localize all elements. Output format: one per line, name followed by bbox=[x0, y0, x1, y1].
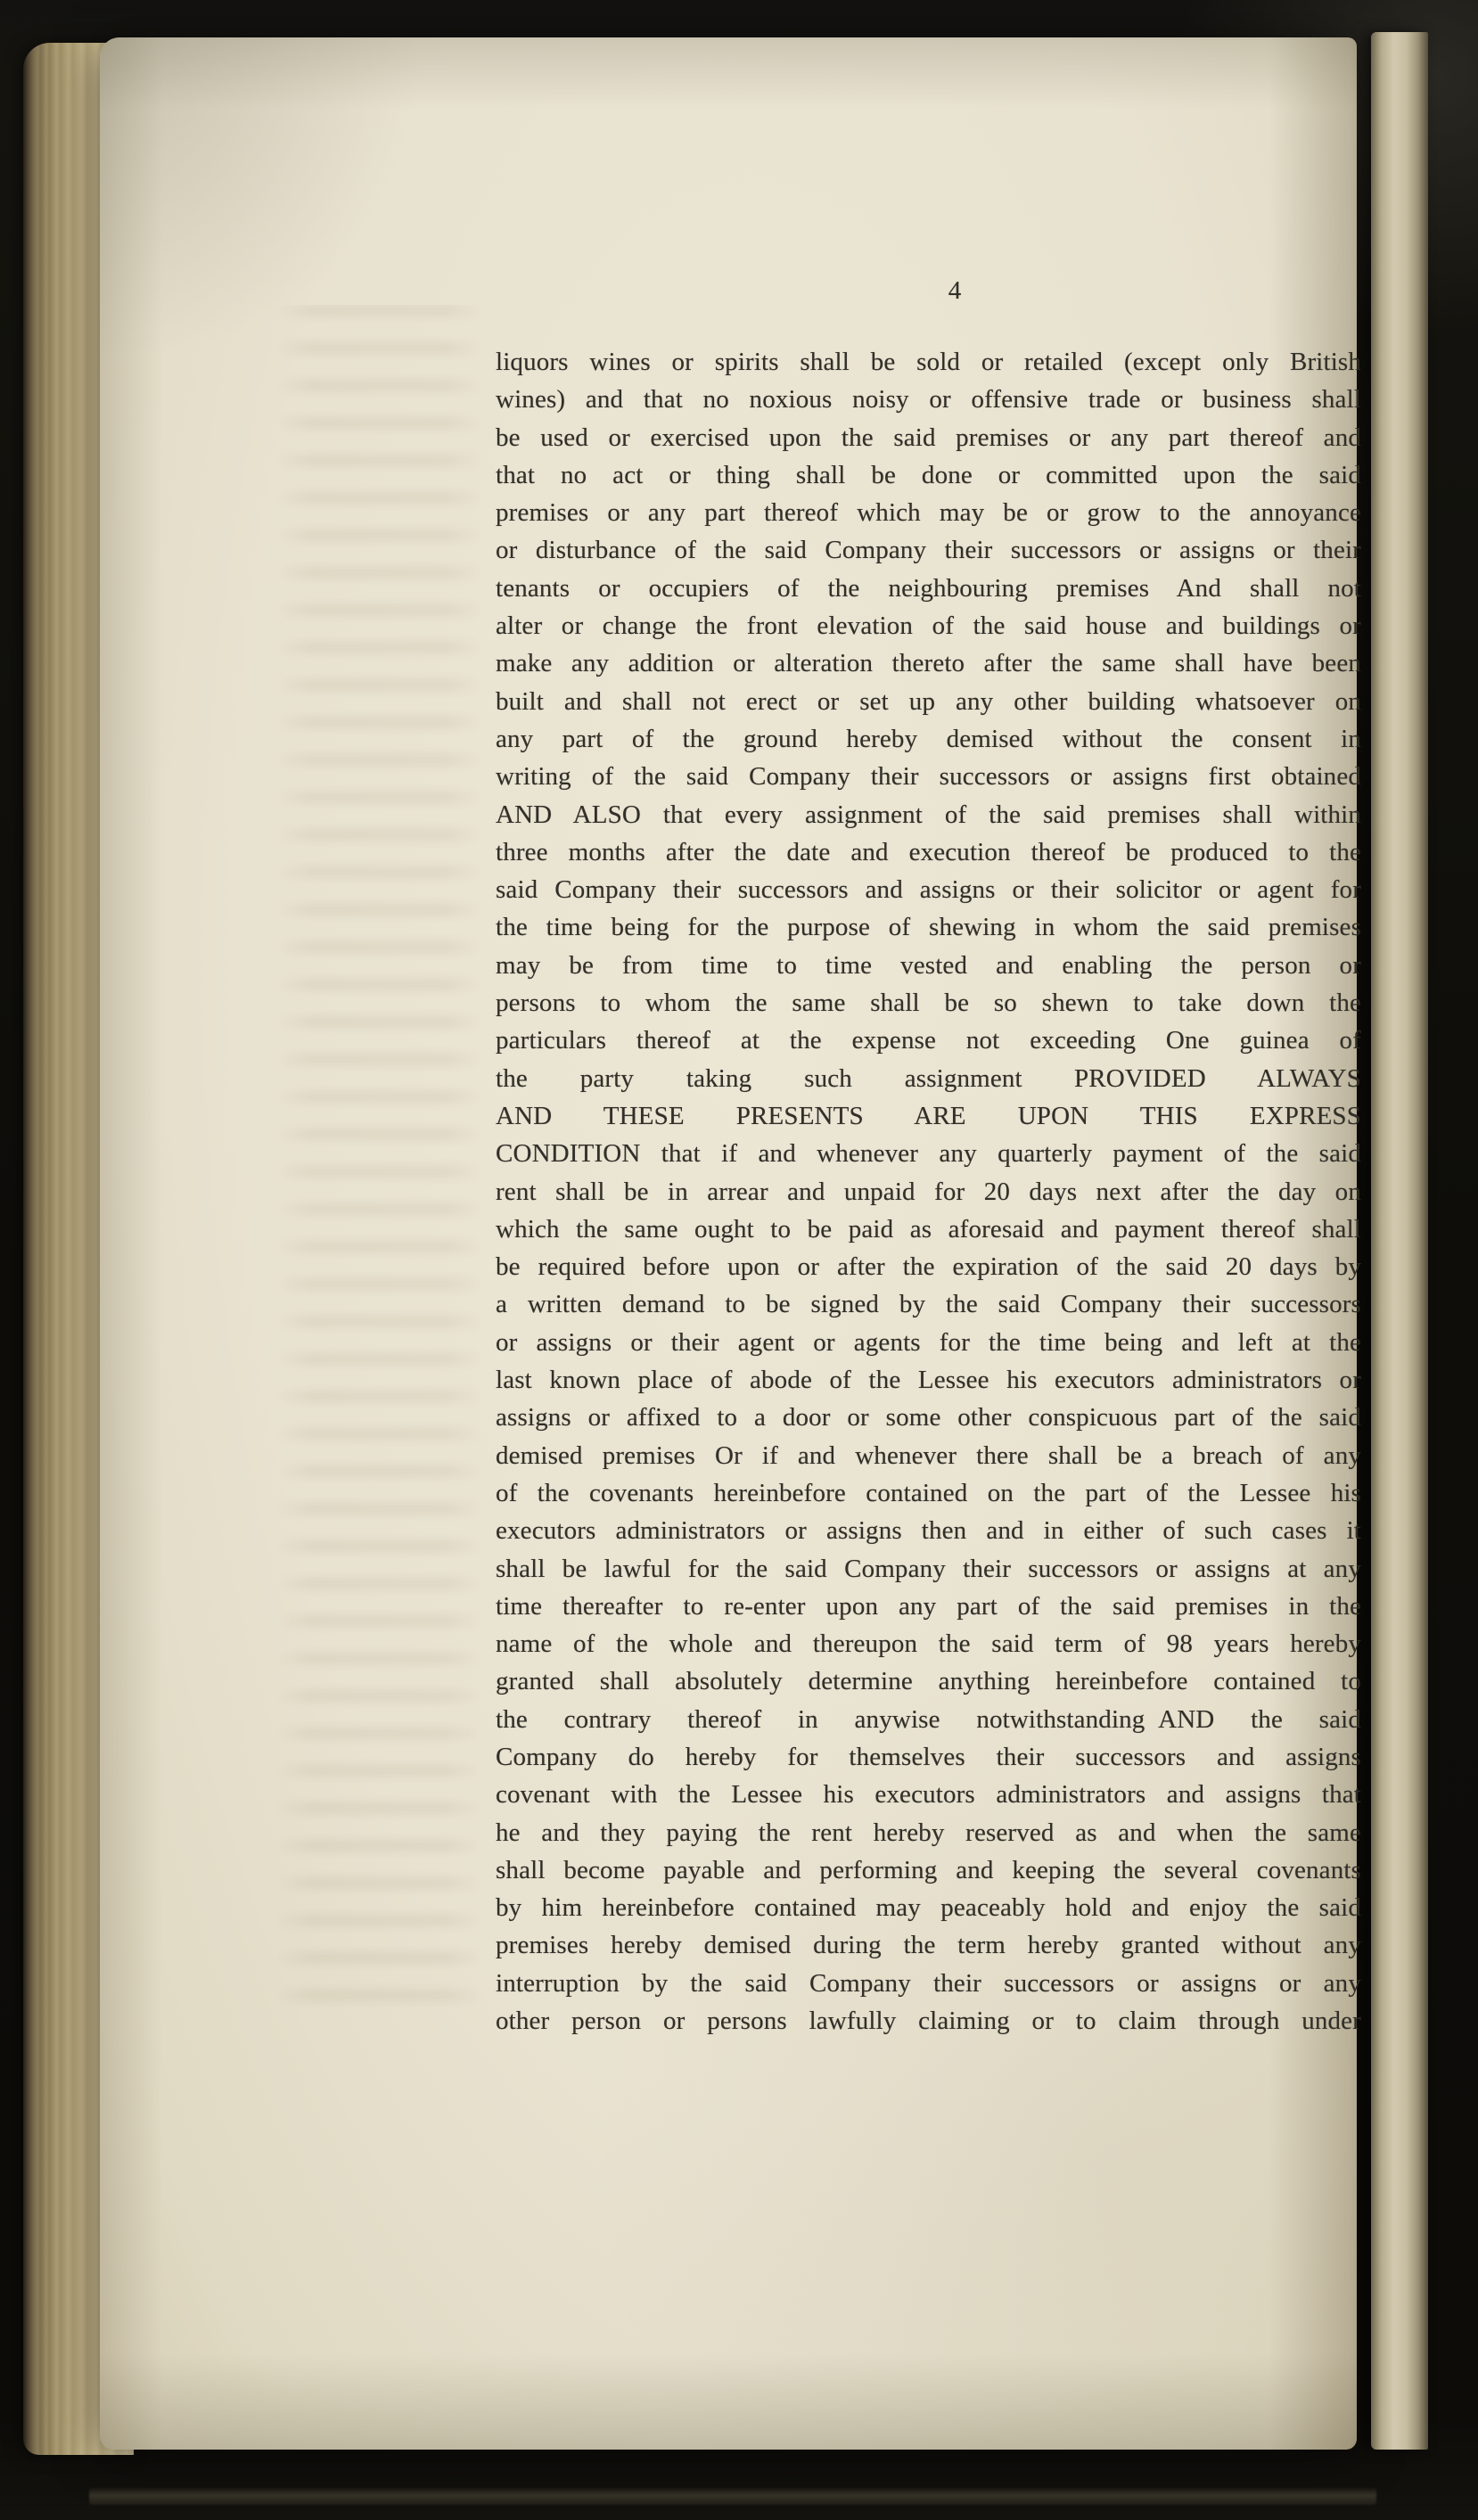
text-line: a written demand to be signed by the said Company their successors bbox=[496, 1290, 1361, 1319]
text-line: CONDITION that if and whenever any quarterly payment of the said bbox=[496, 1139, 1361, 1169]
text-line: alter or change the front elevation of the said house and buildings or bbox=[496, 612, 1361, 641]
text-line: three months after the date and execution thereof be produced to the bbox=[496, 837, 1361, 866]
text-line: persons to whom the same shall be so shewn to take down the bbox=[496, 989, 1361, 1018]
text-line: premises hereby demised during the term hereby granted without any bbox=[496, 1931, 1361, 1960]
text-line: said Company their successors and assigns or their solicitor or agent for bbox=[496, 875, 1361, 905]
text-line: shall be lawful for the said Company their successors or assigns at any bbox=[496, 1554, 1361, 1583]
text-line: he and they paying the rent hereby reserved as and when the same bbox=[496, 1818, 1361, 1847]
text-line: or disturbance of the said Company their successors or assigns or their bbox=[496, 536, 1361, 565]
page-number: 4 bbox=[948, 276, 962, 305]
page-text-block bbox=[496, 343, 1361, 2040]
text-line: tenants or occupiers of the neighbouring premises And shall not bbox=[496, 573, 1361, 603]
text-line: the time being for the purpose of shewing in whom the said premises bbox=[496, 913, 1361, 942]
text-line: Company do hereby for themselves their successors and assigns bbox=[496, 1742, 1361, 1771]
book-bottom-edge bbox=[89, 2487, 1376, 2505]
book-page bbox=[100, 37, 1361, 2450]
text-line: built and shall not erect or set up any other building whatsoever on bbox=[496, 686, 1361, 716]
text-line: may be from time to time vested and enabling the person or bbox=[496, 950, 1361, 980]
text-line: name of the whole and thereupon the said term of 98 years hereby bbox=[496, 1629, 1361, 1659]
text-line: premises or any part thereof which may be or grow to the annoyance bbox=[496, 498, 1361, 528]
text-line: executors administrators or assigns then and in either of such cases it bbox=[496, 1516, 1361, 1546]
adjacent-page-edge bbox=[1371, 32, 1428, 2450]
text-line: demised premises Or if and whenever there shall be a breach of any bbox=[496, 1441, 1361, 1470]
text-line: AND THESE PRESENTS ARE UPON THIS EXPRESS bbox=[496, 1101, 1361, 1130]
text-line: or assigns or their agent or agents for the time being and left at the bbox=[496, 1327, 1361, 1357]
text-line: last known place of abode of the Lessee his executors administrators or bbox=[496, 1366, 1361, 1395]
text-line: make any addition or alteration thereto after the same shall have been bbox=[496, 649, 1361, 678]
text-line: particulars thereof at the expense not exceeding One guinea of bbox=[496, 1026, 1361, 1055]
text-line: be used or exercised upon the said premises or any part thereof and bbox=[496, 423, 1361, 452]
text-line: any part of the ground hereby demised without the consent in bbox=[496, 724, 1361, 753]
text-line: be required before upon or after the expiration of the said 20 days by bbox=[496, 1252, 1361, 1282]
text-line: rent shall be in arrear and unpaid for 20 days next after the day on bbox=[496, 1177, 1361, 1206]
text-line: that no act or thing shall be done or committed upon the said bbox=[496, 460, 1361, 489]
text-line: assigns or affixed to a door or some other conspicuous part of the said bbox=[496, 1403, 1361, 1432]
text-line: of the covenants hereinbefore contained on the part of the Lessee his bbox=[496, 1478, 1361, 1507]
text-line: other person or persons lawfully claiming or to claim through under bbox=[496, 2007, 1361, 2036]
text-line: the party taking such assignment PROVIDED ALWAYS bbox=[496, 1063, 1361, 1093]
text-line: granted shall absolutely determine anything hereinbefore contained to bbox=[496, 1667, 1361, 1696]
text-line: liquors wines or spirits shall be sold or retailed (except only British bbox=[496, 348, 1361, 376]
text-line: which the same ought to be paid as aforesaid and payment thereof shall bbox=[496, 1214, 1361, 1244]
text-line: by him hereinbefore contained may peaceably hold and enjoy the said bbox=[496, 1893, 1361, 1923]
text-line: AND ALSO that every assignment of the said premises shall within bbox=[496, 800, 1361, 829]
text-line: time thereafter to re-enter upon any part of the said premises in the bbox=[496, 1591, 1361, 1621]
text-line: writing of the said Company their successors or assigns first obtained bbox=[496, 762, 1361, 792]
show-through-text bbox=[275, 305, 483, 2016]
text-line: covenant with the Lessee his executors administrators and assigns that bbox=[496, 1780, 1361, 1810]
text-line: wines) and that no noxious noisy or offensive trade or business shall bbox=[496, 385, 1361, 415]
text-line: the contrary thereof in anywise notwithstanding AND the said bbox=[496, 1704, 1361, 1734]
text-line: interruption by the said Company their successors or assigns or any bbox=[496, 1968, 1361, 1998]
text-line: shall become payable and performing and keeping the several covenants bbox=[496, 1855, 1361, 1884]
